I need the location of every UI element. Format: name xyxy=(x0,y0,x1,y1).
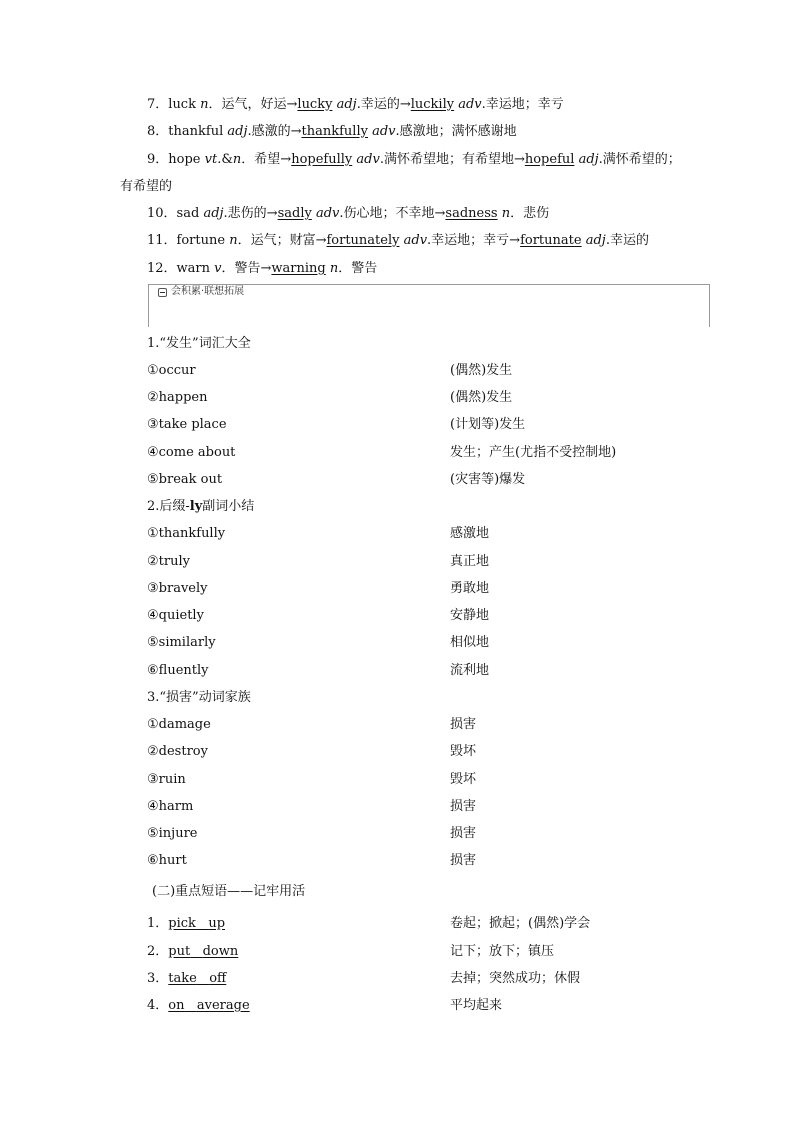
list-item-meaning xyxy=(450,471,525,489)
phrase-meaning xyxy=(450,915,590,933)
pos-tag: adv xyxy=(315,206,340,221)
meaning: 损害 xyxy=(450,799,477,814)
phrase-word: average xyxy=(196,998,250,1013)
term: ⑤injure xyxy=(147,826,198,841)
derived-word: thankfully xyxy=(301,124,368,139)
pos-tag: adj xyxy=(227,124,248,139)
term: ④harm xyxy=(147,799,194,814)
meaning: 安静地 xyxy=(450,608,490,623)
phrase xyxy=(168,944,238,959)
phrase-meaning xyxy=(450,970,580,988)
meaning: .幸运地；幸亏→ xyxy=(427,233,521,248)
list-item-meaning xyxy=(450,716,476,734)
term: ⑤break out xyxy=(147,472,223,487)
meaning: .感激的→ xyxy=(247,124,302,139)
item-number: 10． xyxy=(147,206,177,221)
term: ③ruin xyxy=(147,772,186,787)
phrase-word: put xyxy=(168,944,191,959)
term: ①damage xyxy=(147,717,211,732)
list-item xyxy=(147,662,209,680)
phrase-item xyxy=(147,915,225,933)
meaning: .幸运地；幸亏 xyxy=(481,97,564,112)
section-heading: (二)重点短语——记牢用活 xyxy=(152,884,306,899)
list-item-meaning xyxy=(450,743,476,761)
list-item-meaning xyxy=(450,416,525,434)
derived-word: hopefully xyxy=(291,152,353,167)
list-item xyxy=(147,634,216,652)
term: ②happen xyxy=(147,390,208,405)
meaning: 损害 xyxy=(450,853,477,868)
item-number: 12． xyxy=(147,261,177,276)
pos-tag: adj xyxy=(578,152,599,167)
meaning: .满怀希望的； xyxy=(598,152,681,167)
pos-tag: adv xyxy=(372,124,396,139)
headword: sad xyxy=(176,206,200,221)
phrases-heading xyxy=(152,883,305,901)
item-number: 9． xyxy=(147,152,169,167)
derived-word: fortunate xyxy=(520,233,582,248)
item-number: 8． xyxy=(147,124,169,139)
group-title-suffix: ly xyxy=(189,499,203,514)
phrase-word: down xyxy=(202,944,239,959)
item-number: 2． xyxy=(147,944,169,959)
list-item xyxy=(147,416,227,434)
pos-tag: n xyxy=(229,233,238,248)
meaning: (计划等)发生 xyxy=(450,417,526,432)
meaning: (偶然)发生 xyxy=(450,363,513,378)
phrase-item xyxy=(147,943,238,961)
derived-word: hopeful xyxy=(524,152,575,167)
meaning: 损害 xyxy=(450,717,477,732)
phrase xyxy=(168,998,249,1013)
meaning: 流利地 xyxy=(450,663,490,678)
list-item xyxy=(147,525,225,543)
meaning: 去掉；突然成功；休假 xyxy=(450,971,581,986)
item-number: 4． xyxy=(147,998,169,1013)
derived-word: warning xyxy=(271,261,326,276)
list-item xyxy=(147,771,186,789)
phrase-word: pick xyxy=(168,916,196,931)
meaning: 感激地 xyxy=(450,526,490,541)
derived-word: fortunately xyxy=(326,233,400,248)
meaning: ．警告→ xyxy=(221,261,272,276)
phrase-item xyxy=(147,970,226,988)
meaning: ．希望→ xyxy=(241,152,292,167)
list-item xyxy=(147,580,207,598)
meaning: 勇敢地 xyxy=(450,581,490,596)
term: ⑤similarly xyxy=(147,635,216,650)
meaning: .悲伤的→ xyxy=(223,206,278,221)
list-item xyxy=(147,825,198,843)
term: ①thankfully xyxy=(147,526,226,541)
list-item-meaning xyxy=(450,798,476,816)
ampersand: & xyxy=(221,152,233,167)
group-title-occur xyxy=(147,335,251,353)
list-item-meaning xyxy=(450,852,476,870)
list-item-meaning xyxy=(450,444,616,462)
list-item-meaning xyxy=(450,389,512,407)
meaning: ．悲伤 xyxy=(510,206,550,221)
pos-tag: adv xyxy=(403,233,428,248)
item-number: 1． xyxy=(147,916,169,931)
pos-tag: n xyxy=(329,261,339,276)
list-item-meaning xyxy=(450,525,489,543)
word-form-7 xyxy=(147,96,564,114)
list-item xyxy=(147,798,193,816)
meaning: ．警告 xyxy=(338,261,378,276)
term: ④come about xyxy=(147,445,236,460)
item-number: 3． xyxy=(147,971,169,986)
list-item xyxy=(147,389,208,407)
phrase-word: take xyxy=(168,971,197,986)
phrase-meaning xyxy=(450,997,502,1015)
pos-tag: n xyxy=(232,152,242,167)
term: ②truly xyxy=(147,554,190,569)
phrase xyxy=(168,916,225,931)
meaning: 卷起；掀起；(偶然)学会 xyxy=(450,916,591,931)
group-title-text: 1.“发生”词汇大全 xyxy=(147,336,251,351)
group-title-ly xyxy=(147,498,254,516)
meaning: 毁坏 xyxy=(450,744,477,759)
meaning: (灾害等)爆发 xyxy=(450,472,526,487)
collapse-icon xyxy=(158,288,167,297)
list-item xyxy=(147,852,187,870)
pos-tag: n xyxy=(200,97,209,112)
headword: thankful xyxy=(168,124,224,139)
derived-word: luckily xyxy=(410,97,455,112)
term: ④quietly xyxy=(147,608,204,623)
list-item-meaning xyxy=(450,553,489,571)
item-number: 11． xyxy=(147,233,177,248)
list-item xyxy=(147,716,211,734)
extension-box-title xyxy=(154,285,248,299)
pos-tag: v xyxy=(214,261,222,276)
word-form-8 xyxy=(147,123,517,141)
derived-word: lucky xyxy=(297,97,333,112)
term: ⑥fluently xyxy=(147,663,209,678)
meaning: 有希望的 xyxy=(120,179,173,194)
phrase-word: off xyxy=(209,971,227,986)
list-item xyxy=(147,743,208,761)
list-item-meaning xyxy=(450,607,489,625)
headword: hope xyxy=(168,152,201,167)
meaning: 发生；产生(尤指不受控制地) xyxy=(450,445,617,460)
pos-tag: adj xyxy=(336,97,357,112)
meaning: ．运气；财富→ xyxy=(237,233,327,248)
list-item xyxy=(147,471,222,489)
headword: warn xyxy=(176,261,211,276)
derived-word: sadness xyxy=(445,206,498,221)
meaning: .幸运的 xyxy=(605,233,649,248)
phrase-meaning xyxy=(450,943,554,961)
pos-tag: vt. xyxy=(204,152,222,167)
group-title-text: 2.后缀- xyxy=(147,499,190,514)
derived-word: sadly xyxy=(277,206,312,221)
box-title-text: 会积累·联想拓展 xyxy=(171,286,245,297)
meaning: 损害 xyxy=(450,826,477,841)
word-form-12 xyxy=(147,260,377,278)
list-item-meaning xyxy=(450,771,476,789)
list-item-meaning xyxy=(450,362,512,380)
term: ⑥hurt xyxy=(147,853,187,868)
phrase xyxy=(168,971,226,986)
word-form-11 xyxy=(147,232,649,250)
list-item xyxy=(147,444,235,462)
term: ②destroy xyxy=(147,744,208,759)
group-title-text: 3.“损害”动词家族 xyxy=(147,690,251,705)
meaning: .伤心地；不幸地→ xyxy=(339,206,446,221)
pos-tag: n xyxy=(501,206,511,221)
word-form-10 xyxy=(147,205,549,223)
phrase-word: up xyxy=(208,916,226,931)
item-number: 7． xyxy=(147,97,169,112)
list-item xyxy=(147,362,196,380)
meaning: .满怀希望地；有希望地→ xyxy=(379,152,525,167)
word-form-9-continuation xyxy=(120,178,172,196)
list-item-meaning xyxy=(450,662,489,680)
pos-tag: adv xyxy=(356,152,380,167)
meaning: .幸运的→ xyxy=(356,97,411,112)
list-item-meaning xyxy=(450,580,489,598)
meaning: 毁坏 xyxy=(450,772,477,787)
pos-tag: adj xyxy=(203,206,224,221)
group-title-text: 副词小结 xyxy=(202,499,255,514)
list-item-meaning xyxy=(450,825,476,843)
word-form-9 xyxy=(147,151,681,169)
phrase-word: on xyxy=(168,998,185,1013)
headword: fortune xyxy=(176,233,226,248)
headword: luck xyxy=(168,97,196,112)
list-item-meaning xyxy=(450,634,489,652)
term: ③take place xyxy=(147,417,227,432)
group-title-damage xyxy=(147,689,251,707)
phrase-item xyxy=(147,997,250,1015)
list-item xyxy=(147,553,190,571)
meaning: 平均起来 xyxy=(450,998,503,1013)
meaning: 相似地 xyxy=(450,635,490,650)
pos-tag: adj xyxy=(585,233,606,248)
meaning: .感激地；满怀感谢地 xyxy=(395,124,517,139)
term: ①occur xyxy=(147,363,196,378)
term: ③bravely xyxy=(147,581,208,596)
meaning: ．运气，好运→ xyxy=(208,97,298,112)
meaning: 真正地 xyxy=(450,554,490,569)
pos-tag: adv xyxy=(458,97,482,112)
meaning: (偶然)发生 xyxy=(450,390,513,405)
meaning: 记下；放下；镇压 xyxy=(450,944,555,959)
list-item xyxy=(147,607,204,625)
